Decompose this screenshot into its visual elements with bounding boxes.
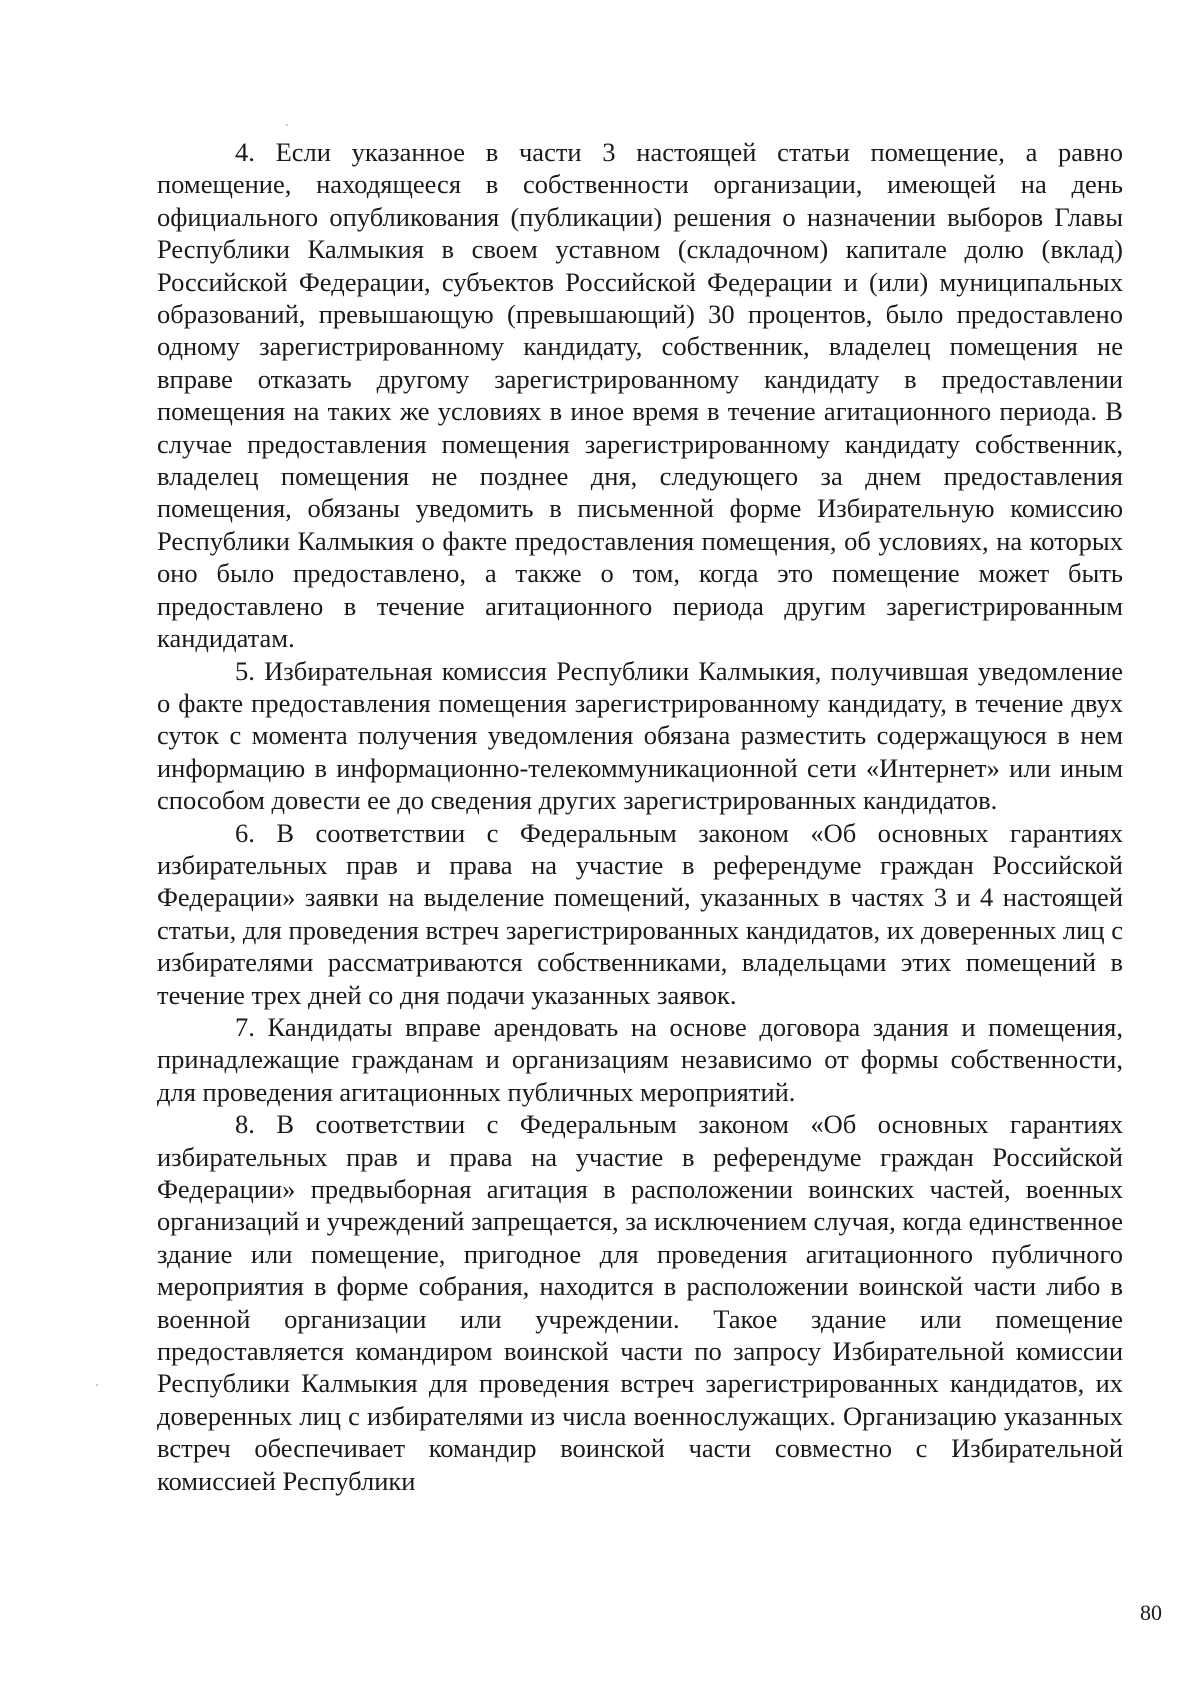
page-number: 80	[1140, 1600, 1162, 1625]
paragraph-6: 6. В соответствии с Федеральным законом «Об основных гарантиях избирательных прав и права на участие в референдуме граждан Российской Федерации» заявки на выделение помещений, указанных в частях 3 и 4 настоящей статьи, для проведения встреч зарегистрированных кандидатов, их доверенных лиц с избирателями рассматриваются собственниками, владельцами этих помещений в течение трех дней со дня подачи указанных заявок.	[157, 817, 1123, 1010]
scan-speck	[96, 1384, 98, 1386]
paragraph-8: 8. В соответствии с Федеральным законом «Об основных гарантиях избирательных прав и права на участие в референдуме граждан Российской Федерации» предвыборная агитация в расположении воинских частей, военных организаций и учреждений запрещается, за исключением случая, когда единственное здание или помещение, пригодное для проведения агитационного публичного мероприятия в форме собрания, находится в расположении воинской части либо в военной организации или учреждении. Такое здание или помещение предоставляется командиром воинской части по запросу Избирательной комиссии Республики Калмыкия для проведения встреч зарегистрированных кандидатов, их доверенных лиц с избирателями из числа военнослужащих. Организацию указанных встреч обеспечивает командир воинской части совместно с Избирательной комиссией Республики	[157, 1109, 1123, 1496]
scan-speck	[286, 124, 288, 126]
paragraph-5: 5. Избирательная комиссия Республики Калмыкия, получившая уведомление о факте предоставления помещения зарегистрированному кандидату, в течение двух суток с момента получения уведомления обязана разместить содержащуюся в нем информацию в информационно-телекоммуникационной сети «Интернет» или иным способом довести ее до сведения других зарегистрированных кандидатов.	[157, 655, 1123, 816]
paragraph-7: 7. Кандидаты вправе арендовать на основе договора здания и помещения, принадлежащие гражданам и организациям независимо от формы собственности, для проведения агитационных публичных мероприятий.	[157, 1011, 1123, 1107]
paragraph-4: 4. Если указанное в части 3 настоящей статьи помещение, а равно помещение, находящееся в собственности организации, имеющей на день официального опубликования (публикации) решения о назначении выборов Главы Республики Калмыкия в своем уставном (складочном) капитале долю (вклад) Российской Федерации, субъектов Российской Федерации и (или) муниципальных образований, превышающую (превышающий) 30 процентов, было предоставлено одному зарегистрированному кандидату, собственник, владелец помещения не вправе отказать другому зарегистрированному кандидату в предоставлении помещения на таких же условиях в иное время в течение агитационного периода. В случае предоставления помещения зарегистрированному кандидату собственник, владелец помещения не позднее дня, следующего за днем предоставления помещения, обязаны уведомить в письменной форме Избирательную комиссию Республики Калмыкия о факте предоставления помещения, об условиях, на которых оно было предоставлено, а также о том, когда это помещение может быть предоставлено в течение агитационного периода другим зарегистрированным кандидатам.	[157, 137, 1123, 654]
document-body	[157, 136, 1123, 1497]
